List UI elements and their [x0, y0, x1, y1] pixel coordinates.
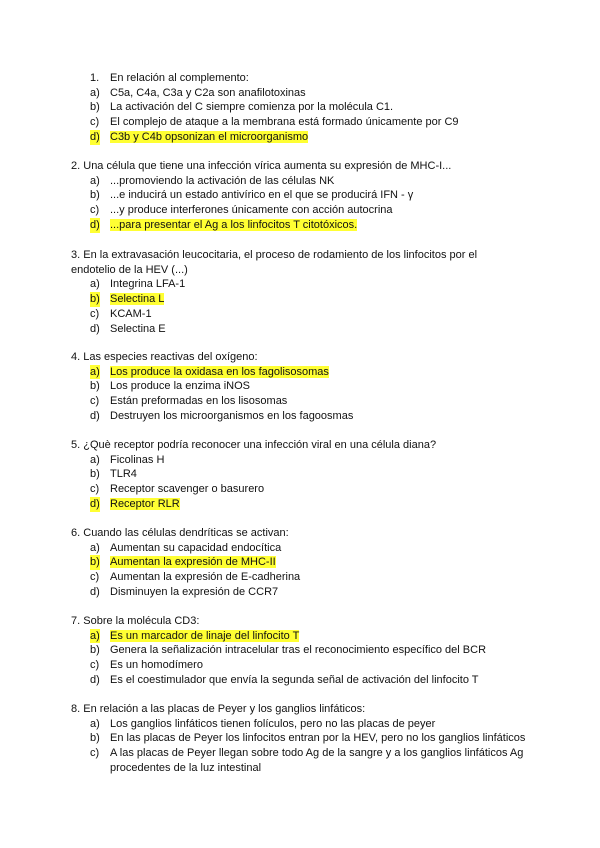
option-text-continued: procedentes de la luz intestinal	[110, 761, 262, 774]
option-a: a) Los ganglios linfáticos tienen folículos, pero no las placas de peyer	[90, 717, 436, 730]
question-title	[71, 702, 525, 717]
option-a: a) ...promoviendo la activación de las células NK	[90, 174, 335, 187]
question-6	[71, 526, 300, 600]
option-b: b) En las placas de Peyer los linfocitos entran por la HEV, pero no los ganglios linfáticos	[90, 732, 526, 745]
option-b: b) La activación del C siempre comienza por la molécula C1.	[90, 101, 394, 114]
question-number: 1.	[90, 72, 100, 84]
option-text: Es el coestimulador que envía la segunda señal de activación del linfocito T	[110, 673, 479, 686]
option-d: d) Destruyen los microorganismos en los fagoosmas	[90, 409, 354, 422]
question-text: Cuando las células dendríticas se activan:	[83, 527, 289, 539]
option-text-highlighted: Receptor RLR	[110, 497, 180, 510]
option-a: a) Aumentan su capacidad endocítica	[90, 541, 282, 554]
option-text: La activación del C siempre comienza por la molécula C1.	[110, 101, 394, 114]
option-text: Los ganglios linfáticos tienen folículos, pero no las placas de peyer	[110, 717, 436, 730]
option-text: A las placas de Peyer llegan sobre todo Ag de la sangre y a los ganglios linfáticos Ag	[110, 747, 524, 760]
option-text: C5a, C4a, C3a y C2a son anafilotoxinas	[110, 86, 306, 99]
option-b: b) TLR4	[90, 468, 137, 481]
option-c-continued	[90, 761, 525, 776]
question-5	[71, 438, 436, 512]
question-4	[71, 350, 353, 424]
option-text-highlighted: Es un marcador de linaje del linfocito T	[110, 629, 300, 642]
option-text-highlighted: Aumentan la expresión de MHC-II	[110, 556, 276, 569]
option-text: Están preformadas en los lisosomas	[110, 395, 288, 408]
option-d: d) C3b y C4b opsonizan el microorganismo	[90, 130, 309, 143]
option-c: c) Es un homodímero	[90, 659, 203, 672]
question-text: Una célula que tiene una infección vírica aumenta su expresión de MHC-I...	[83, 160, 452, 172]
option-d: d) Selectina E	[90, 322, 166, 335]
option-a: a) Es un marcador de linaje del linfocito T	[90, 629, 300, 642]
question-number: 8.	[71, 703, 81, 715]
option-b: b) Aumentan la expresión de MHC-II	[90, 556, 276, 569]
question-number: 5.	[71, 439, 81, 451]
question-title	[71, 248, 477, 263]
option-c: c) KCAM-1	[90, 307, 152, 320]
question-text: Sobre la molécula CD3:	[83, 615, 200, 627]
option-c: c) Aumentan la expresión de E-cadherina	[90, 571, 301, 584]
question-text: Las especies reactivas del oxígeno:	[83, 351, 258, 363]
question-title	[90, 71, 459, 86]
option-c: c) Están preformadas en los lisosomas	[90, 395, 288, 408]
question-title	[71, 159, 451, 174]
question-1	[90, 71, 459, 145]
option-a: a) C5a, C4a, C3a y C2a son anafilotoxinas	[90, 86, 306, 99]
question-number: 2.	[71, 160, 81, 172]
option-text: Los produce la enzima iNOS	[110, 380, 251, 393]
question-text: En relación a las placas de Peyer y los ganglios linfáticos:	[83, 703, 366, 715]
question-7	[71, 614, 486, 688]
option-text-highlighted: C3b y C4b opsonizan el microorganismo	[110, 130, 309, 143]
option-text: Receptor scavenger o basurero	[110, 483, 265, 496]
option-text: Integrina LFA-1	[110, 278, 186, 291]
option-a: a) Ficolinas H	[90, 453, 165, 466]
option-text-highlighted: Los produce la oxidasa en los fagolisosomas	[110, 365, 329, 378]
option-text: ...e inducirá un estado antivírico en el que se producirá IFN - γ	[110, 189, 414, 202]
option-b: b) Los produce la enzima iNOS	[90, 380, 251, 393]
option-text: Aumentan la expresión de E-cadherina	[110, 571, 301, 584]
option-a: a) Los produce la oxidasa en los fagolisosomas	[90, 365, 329, 378]
option-b: b) ...e inducirá un estado antivírico en el que se producirá IFN - γ	[90, 189, 414, 202]
option-b: b) Genera la señalización intracelular tras el reconocimiento específico del BCR	[90, 644, 487, 657]
option-d: d) ...para presentar el Ag a los linfocitos T citotóxicos.	[90, 218, 358, 231]
question-number: 3.	[71, 249, 81, 261]
question-number: 4.	[71, 351, 81, 363]
question-title	[71, 526, 300, 541]
option-text-highlighted: ...para presentar el Ag a los linfocitos T citotóxicos.	[110, 218, 358, 231]
option-text: ...y produce interferones únicamente con acción autocrina	[110, 204, 393, 217]
option-text-highlighted: Selectina L	[110, 293, 165, 306]
question-number: 7.	[71, 615, 81, 627]
question-title	[71, 350, 353, 365]
option-b: b) Selectina L	[90, 293, 165, 306]
question-2	[71, 159, 451, 233]
option-text: KCAM-1	[110, 307, 152, 320]
question-title	[71, 614, 486, 629]
option-text: Ficolinas H	[110, 453, 165, 466]
question-title-line2: endotelio de la HEV (...)	[71, 263, 188, 276]
option-text: TLR4	[110, 468, 137, 481]
question-8	[71, 702, 525, 776]
question-title	[71, 438, 436, 453]
option-c: c) A las placas de Peyer llegan sobre todo Ag de la sangre y a los ganglios linfáticos Ag	[90, 747, 524, 760]
option-text: Disminuyen la expresión de CCR7	[110, 585, 279, 598]
option-c: c) El complejo de ataque a la membrana está formado únicamente por C9	[90, 116, 459, 129]
option-text: ...promoviendo la activación de las células NK	[110, 174, 335, 187]
question-text: ¿Què receptor podría reconocer una infección viral en una célula diana?	[83, 439, 437, 451]
option-text: Aumentan su capacidad endocítica	[110, 541, 282, 554]
option-c: c) ...y produce interferones únicamente con acción autocrina	[90, 204, 393, 217]
option-text: Genera la señalización intracelular tras el reconocimiento específico del BCR	[110, 644, 487, 657]
question-text: En la extravasación leucocitaria, el proceso de rodamiento de los linfocitos por el	[83, 249, 478, 261]
option-d: d) Receptor RLR	[90, 497, 180, 510]
option-text: Destruyen los microorganismos en los fagoosmas	[110, 409, 354, 422]
question-text: En relación al complemento:	[110, 72, 249, 84]
option-text: El complejo de ataque a la membrana está formado únicamente por C9	[110, 116, 459, 129]
option-a: a) Integrina LFA-1	[90, 278, 186, 291]
question-number: 6.	[71, 527, 81, 539]
option-d: d) Es el coestimulador que envía la segunda señal de activación del linfocito T	[90, 673, 479, 686]
question-3	[71, 248, 477, 336]
option-d: d) Disminuyen la expresión de CCR7	[90, 585, 279, 598]
option-text: En las placas de Peyer los linfocitos entran por la HEV, pero no los ganglios linfáticos	[110, 732, 526, 745]
option-text: Es un homodímero	[110, 659, 203, 672]
option-text: Selectina E	[110, 322, 166, 335]
option-c: c) Receptor scavenger o basurero	[90, 483, 265, 496]
